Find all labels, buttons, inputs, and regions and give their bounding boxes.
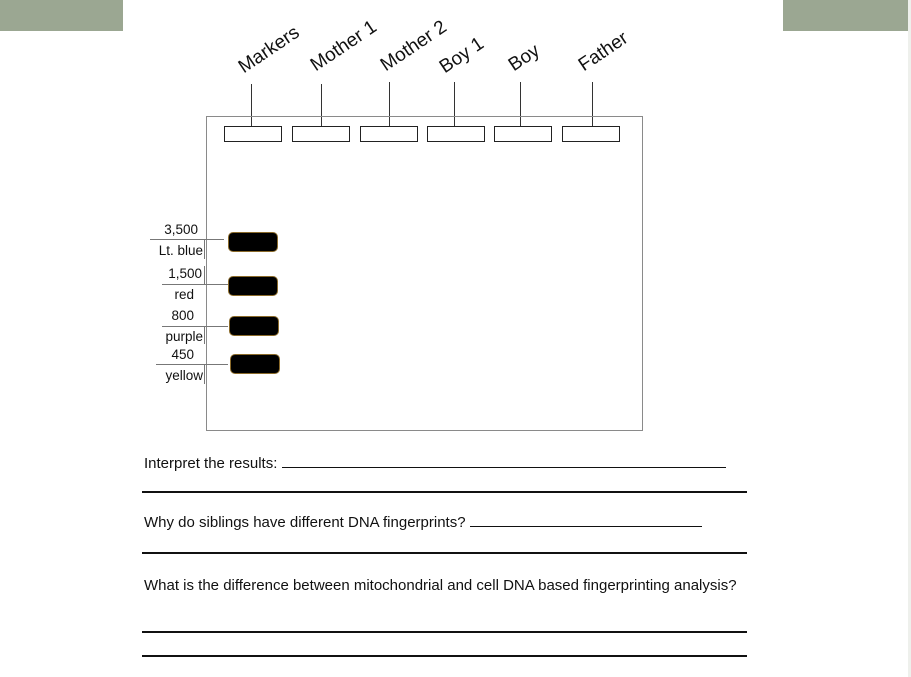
well-markers bbox=[224, 126, 282, 142]
marker-band-450 bbox=[231, 355, 279, 373]
marker-band-3500 bbox=[229, 233, 277, 251]
marker-band-1500 bbox=[229, 277, 277, 295]
lane-label-mother-1: Mother 1 bbox=[306, 16, 381, 76]
answer-blank-interpret[interactable] bbox=[282, 467, 726, 468]
answer-line-1[interactable] bbox=[142, 491, 747, 493]
question-siblings bbox=[144, 514, 744, 531]
marker-size-3500: 3,500 bbox=[164, 222, 198, 237]
question-interpret bbox=[144, 455, 744, 472]
marker-color-lt-blue: Lt. blue bbox=[158, 243, 203, 258]
marker-rule-1500 bbox=[162, 284, 228, 285]
question-mitochondrial: What is the difference between mitochondrial and cell DNA based fingerprinting analysis? bbox=[144, 577, 737, 594]
marker-size-450: 450 bbox=[171, 347, 194, 362]
marker-color-purple: purple bbox=[165, 329, 203, 344]
marker-size-1500: 1,500 bbox=[168, 266, 202, 281]
lane-label-markers: Markers bbox=[234, 22, 304, 78]
marker-size-800: 800 bbox=[171, 308, 194, 323]
well-father bbox=[562, 126, 620, 142]
marker-color-yellow: yellow bbox=[165, 368, 203, 383]
lane-label-mother-2: Mother 2 bbox=[376, 16, 451, 76]
answer-line-4[interactable] bbox=[142, 655, 747, 657]
marker-vrule-800 bbox=[204, 326, 205, 344]
corner-bar-left bbox=[0, 0, 123, 31]
question-siblings-text: Why do siblings have different DNA fingerprints? bbox=[144, 514, 466, 531]
well-mother-2 bbox=[360, 126, 418, 142]
well-mother-1 bbox=[292, 126, 350, 142]
lane-label-father: Father bbox=[574, 27, 633, 76]
well-boy-1 bbox=[427, 126, 485, 142]
marker-rule-3500 bbox=[150, 239, 224, 240]
lane-label-boy-1: Boy 1 bbox=[435, 33, 488, 78]
marker-vrule-3500 bbox=[204, 239, 205, 259]
well-boy bbox=[494, 126, 552, 142]
answer-blank-siblings[interactable] bbox=[470, 526, 702, 527]
lane-label-boy: Boy bbox=[504, 40, 544, 76]
corner-bar-right bbox=[783, 0, 911, 31]
marker-vrule-1500 bbox=[204, 266, 205, 284]
marker-color-red: red bbox=[174, 287, 194, 302]
marker-rule-450 bbox=[156, 364, 228, 365]
gel-box bbox=[206, 116, 643, 431]
marker-band-800 bbox=[230, 317, 278, 335]
question-interpret-text: Interpret the results: bbox=[144, 455, 278, 472]
answer-line-3[interactable] bbox=[142, 631, 747, 633]
answer-line-2[interactable] bbox=[142, 552, 747, 554]
marker-vrule-450 bbox=[204, 364, 205, 384]
marker-rule-800 bbox=[162, 326, 228, 327]
